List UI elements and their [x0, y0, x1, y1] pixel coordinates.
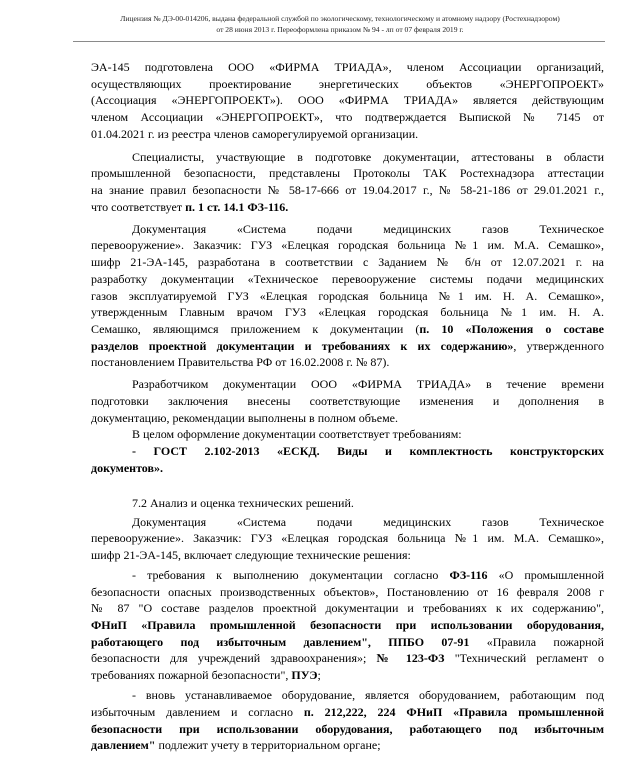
- text-line: [91, 547, 604, 564]
- text-run: ;: [317, 668, 321, 683]
- bold-text: ФЗ-116: [449, 568, 488, 583]
- document-body: [91, 59, 604, 754]
- text-line: [91, 704, 604, 721]
- text-run: Разработчиком документации ООО «ФИРМА ТРИАДА» в течение времени: [132, 377, 604, 392]
- text-line: [91, 634, 604, 651]
- text-line: [91, 254, 604, 271]
- text-run: безопасности для учреждений здравоохранения»;: [91, 651, 377, 666]
- text-line: [91, 271, 604, 288]
- text-run: ЭА-145 подготовлена ООО «ФИРМА ТРИАДА», членом Ассоциации организаций,: [91, 60, 604, 74]
- text-run: разработку документации «Техническое перевооружение системы подачи медицинских: [91, 271, 604, 286]
- bold-text: работающего под избыточным давлением", ППБО 07-91: [91, 634, 470, 649]
- text-line: [91, 567, 604, 584]
- text-run: 7.2 Анализ и оценка технических решений.: [132, 495, 354, 510]
- text-line: [91, 221, 604, 238]
- text-line: [91, 737, 604, 754]
- text-line: [91, 92, 604, 109]
- text-run: (Ассоциация «ЭНЕРГОПРОЕКТ»). ООО «ФИРМА ТРИАДА» является действующим: [91, 93, 604, 108]
- license-header: [75, 13, 605, 35]
- text-line: [91, 182, 604, 199]
- header-divider: [73, 41, 605, 42]
- text-line: [91, 376, 604, 393]
- text-line: [91, 149, 604, 166]
- text-line: [91, 584, 604, 601]
- bold-text: безопасности при использовании оборудования, работающего под избыточным: [91, 721, 604, 736]
- text-run: 01.04.2021 г. из реестра членов саморегулируемой организации.: [91, 126, 419, 141]
- text-line: [91, 109, 604, 126]
- text-run: - требования к выполнению документации согласно: [132, 568, 450, 583]
- text-line: [91, 338, 604, 355]
- text-line: [91, 237, 604, 254]
- text-run: Специалисты, участвующие в подготовке документации, аттестованы в области: [132, 149, 604, 164]
- text-line: [91, 59, 604, 76]
- text-line: [91, 354, 604, 371]
- text-run: Семашко, являющимся приложением к документации (: [91, 321, 420, 336]
- section-heading: [91, 495, 604, 512]
- text-run: требованиях пожарной безопасности",: [91, 668, 292, 683]
- text-line: [91, 165, 604, 182]
- text-run: избыточным давлением и согласно: [91, 704, 304, 719]
- text-line: [91, 514, 604, 531]
- text-run: на знание правил безопасности № 58-17-666 от 19.04.2017 г., № 58-21-186 от 29.01.2021 г.,: [91, 183, 604, 198]
- license-header-line-2: от 28 июня 2013 г. Переоформлена приказом № 94 - лп от 07 февраля 2019 г.: [216, 25, 464, 34]
- text-run: шифр 21-ЭА-145, разработана в соответствии с Заданием № б/н от 12.07.2021 г. на: [91, 255, 604, 270]
- text-line: [91, 199, 604, 216]
- text-line: [91, 288, 604, 305]
- text-run: осуществляющих проектирование энергетических объектов «ЭНЕРГОПРОЕКТ»: [91, 76, 604, 91]
- text-run: - вновь устанавливаемое оборудование, является оборудованием, работающим под: [132, 688, 604, 703]
- bold-text: п. 10 «Положения о составе: [419, 321, 604, 336]
- text-run: подлежит учету в территориальном органе;: [155, 738, 381, 753]
- paragraph: [91, 221, 604, 371]
- text-run: документацию, рекомендации выполнены в полном объеме.: [91, 410, 399, 425]
- text-line: [91, 443, 604, 460]
- bold-text: разделов проектной документации и требованиях к их содержанию»: [91, 338, 514, 353]
- paragraph: [91, 59, 604, 142]
- text-run: , утвержденного: [513, 338, 604, 353]
- text-line: [91, 650, 604, 667]
- bold-text: п. 1 ст. 14.1 ФЗ-116.: [185, 199, 289, 214]
- text-line: [91, 426, 604, 443]
- text-run: Документация «Система подачи медицинских газов Техническое: [132, 514, 604, 529]
- text-line: [91, 460, 604, 477]
- text-line: [91, 410, 604, 427]
- text-line: [91, 667, 604, 684]
- text-run: В целом оформление документации соответствует требованиям:: [132, 427, 462, 442]
- license-header-line-1: Лицензия № ДЭ-00-014206, выдана федеральной службой по экологическому, технологическому и атомному надзору (Ростехнадзором): [120, 14, 560, 23]
- text-line: [91, 687, 604, 704]
- text-run: «О промышленной: [487, 568, 604, 583]
- paragraph: [91, 443, 604, 476]
- text-line: [91, 495, 604, 512]
- bold-text: - ГОСТ 2.102-2013 «ЕСКД. Виды и комплектность конструкторских: [132, 444, 604, 459]
- paragraph: [91, 687, 604, 754]
- text-line: [91, 721, 604, 738]
- paragraph: [91, 426, 604, 443]
- text-run: Документация «Система подачи медицинских газов Техническое: [132, 221, 604, 236]
- text-run: утвержденным Главным врачом ГУЗ «Елецкая городская больница №1 им. Н. А.: [91, 305, 604, 320]
- text-run: газов эксплуатируемой ГУЗ «Елецкая городская больница №1 им. Н. А. Семашко»,: [91, 288, 604, 303]
- text-line: [91, 126, 604, 143]
- text-run: членом Ассоциации «ЭНЕРГОПРОЕКТ», что подтверждается Выпиской № 7145 от: [91, 110, 604, 125]
- text-run: постановлением Правительства РФ от 16.02.2008 г. № 87).: [91, 355, 390, 370]
- text-line: [91, 617, 604, 634]
- bold-text: п. 212,222, 224 ФНиП «Правила промышленной: [303, 704, 604, 719]
- text-run: № 87 "О составе разделов проектной документации и требованиях к их содержанию",: [91, 601, 604, 616]
- text-line: [91, 304, 604, 321]
- text-run: «Правила пожарной: [469, 634, 604, 649]
- paragraph: [91, 149, 604, 216]
- paragraph: [91, 514, 604, 564]
- text-run: что соответствует: [91, 199, 186, 214]
- text-run: "Технический регламент о: [444, 651, 604, 666]
- paragraph: [91, 376, 604, 426]
- bold-text: ФНиП «Правила промышленной безопасности при использовании оборудования,: [91, 618, 604, 633]
- text-line: [91, 530, 604, 547]
- text-line: [91, 600, 604, 617]
- paragraph: [91, 567, 604, 684]
- text-run: безопасности опасных производственных объектов», Постановлению от 16 февраля 2008 г: [91, 584, 604, 599]
- text-line: [91, 76, 604, 93]
- text-line: [91, 321, 604, 338]
- text-run: перевооружение». Заказчик: ГУЗ «Елецкая городская больница №1 им. М.А. Семашко»,: [91, 531, 604, 546]
- bold-text: документов».: [91, 460, 163, 475]
- bold-text: ПУЭ: [291, 668, 318, 683]
- text-run: шифр 21-ЭА-145, включает следующие технические решения:: [91, 548, 411, 563]
- text-run: подготовки заключения внесены соответствующие изменения и дополнения в: [91, 393, 604, 408]
- text-run: промышленной безопасности, представлены Протоколы ТАК Ростехнадзора аттестации: [91, 166, 604, 181]
- bold-text: № 123-ФЗ: [376, 651, 445, 666]
- text-run: перевооружение». Заказчик: ГУЗ «Елецкая городская больница №1 им. М.А. Семашко»,: [91, 238, 604, 253]
- bold-text: давлением": [91, 738, 156, 753]
- text-line: [91, 393, 604, 410]
